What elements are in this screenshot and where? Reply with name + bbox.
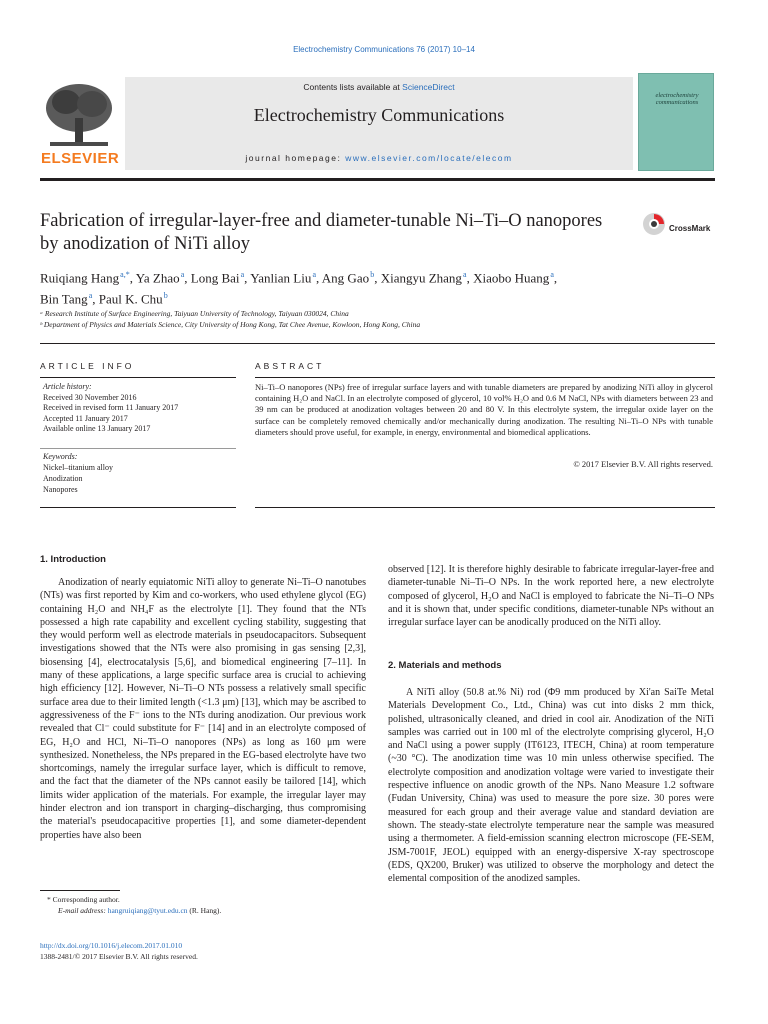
author-affil-sup[interactable]: a (463, 270, 467, 279)
author-affil-sup[interactable]: a (312, 270, 316, 279)
keyword-item: Nanopores (43, 485, 78, 494)
author-name[interactable]: Ya Zhao (135, 270, 180, 286)
keyword-item: Nickel–titanium alloy (43, 463, 113, 472)
crossmark-label[interactable]: CrossMark (669, 224, 711, 233)
running-head[interactable]: Electrochemistry Communications 76 (2017) 10–14 (293, 45, 475, 54)
author-name[interactable]: Xiaobo Huang (473, 270, 550, 286)
author-affil-sup[interactable]: b (163, 291, 168, 301)
footnote-rule (40, 890, 120, 891)
contents-line (125, 82, 633, 92)
keywords-label: Keywords: (43, 452, 78, 461)
article-info-heading: ARTICLE INFO (40, 361, 135, 371)
author-name[interactable]: Xiangyu Zhang (380, 270, 462, 286)
author-affil-sup[interactable]: a (240, 270, 245, 279)
affiliation-a: ᵃ Research Institute of Surface Engineering, Taiyuan University of Technology, Taiyuan 030024, China (40, 309, 349, 318)
author-affil-sup[interactable]: a (550, 270, 554, 279)
article-title: Fabrication of irregular-layer-free and diameter-tunable Ni–Ti–O nanopores by anodization of NiTi alloy (40, 211, 603, 254)
introduction-text (40, 576, 366, 842)
email-note (58, 906, 221, 915)
corresponding-author-note: * Corresponding author. (47, 895, 120, 904)
author-name[interactable]: Long Bai (190, 270, 240, 286)
abstract-copyright: © 2017 Elsevier B.V. All rights reserved. (573, 459, 713, 469)
article-info-rule (40, 377, 236, 378)
history-item: Received 30 November 2016 (43, 392, 137, 402)
author-name[interactable]: Ang Gao (321, 270, 370, 286)
abstract-text: Ni–Ti–O nanopores (NPs) free of irregular surface layers and with tunable diameters are prepared by anodizing NiTi alloy in glycerol containing H₂O and NaCl. In an electrolyte composed of glycerol, 10 vol% H₂O and 0.6 M NaCl, NPs with diameters between 23 and 39 nm can be produced at anodization voltages between 20 and 80 V. In this electrolyte system, the irregular oxide layer on the surface can be completely removed chemically and/or mechanically during anodization. The resulting Ni–Ti–O NPs with tunable diameters should prove useful, for example, in energy, environmental and biomedical applications. (255, 382, 713, 437)
doi-link[interactable]: http://dx.doi.org/10.1016/j.elecom.2017.01.010 (40, 941, 183, 950)
author-affil-sup[interactable]: a (180, 270, 185, 279)
history-item: Received in revised form 11 January 2017 (43, 403, 179, 412)
methods-paragraph: A NiTi alloy (50.8 at.% Ni) rod (Φ9 mm produced by Xi'an SaiTe Metal Materials Development Co., Ltd., China) was cut into disks 2 mm thick, polished, ultrasonically cleaned, and dried in cool air. Anodization of the NiTi samples was carried out in 100 ml of the electrolyte comprising glycerol, H₂O and NaCl using a power supply (IT6123, ITECH, China) at room temperature (~30 °C). The anodization time was 10 min unless otherwise specified. The electrolyte composition and anodization voltage were varied to investigate their respective influence on anodic growth of the NPs. Nano Measure 1.2 software (Fudan University, China) was used to measure the pore size. 30 pores were measured for each group and their average value and standard deviation are shown. The steady-state electrolyte temperature near the sample was measured using a thermometer. A field-emission scanning electron microscope (FE-SEM, JSM-7001F, JEOL) equipped with an energy-dispersive X-ray spectroscope (EDS, QX200, Bruker) was utilized to observe the morphology and detect the elemental composition of the anodized samples. (388, 687, 714, 885)
keywords-rule (40, 448, 236, 449)
cover-title: electrochemistry communications (655, 92, 699, 106)
journal-title: Electrochemistry Communications (253, 105, 505, 125)
history-label: Article history: (43, 382, 92, 391)
email-link[interactable]: hangruiqiang@tyut.edu.cn (107, 906, 188, 915)
homepage-prefix: journal homepage: (245, 153, 346, 163)
title-rule (40, 343, 715, 344)
author-list: Ruiqiang Hang $^{a,*}$, Ya Zhao $^a$, Long Bai $^a$, Yanlian Liu $^a$, Ang Gao $^b$, Xiangyu Zhang $^a$, Xiaobo Huang $^a$, Bin Tang $^a$, Paul K. Chu $^b$ (40, 270, 558, 307)
issn-line: 1388-2481/© 2017 Elsevier B.V. All rights reserved. (40, 952, 198, 961)
author-name[interactable]: Bin Tang (40, 291, 88, 307)
journal-cover-thumbnail[interactable] (638, 73, 714, 171)
author-affil-sup[interactable]: b (370, 270, 375, 279)
sciencedirect-link[interactable]: ScienceDirect (402, 82, 455, 92)
abstract-bottom-rule (255, 507, 715, 508)
introduction-continued-paragraph: observed [12]. It is therefore highly desirable to fabricate irregular-layer-free and diameter-tunable Ni–Ti–O NPs. In the work reported here, a new electrolyte composed of glycerol, H₂O and NaCl is employed to fabricate the Ni–Ti–O NPs and it is shown that, under specific conditions, diameter-tunable NPs without an irregular surface layer can be anodically produced on the NiTi alloy. (388, 564, 714, 629)
author-name[interactable]: Yanlian Liu (250, 270, 312, 286)
affiliation-b: ᵇ Department of Physics and Materials Science, City University of Hong Kong, Tat Chee Avenue, Kowloon, Hong Kong, China (40, 320, 421, 329)
author-name[interactable]: Paul K. Chu (98, 291, 163, 307)
abstract-heading: ABSTRACT (255, 361, 325, 371)
methods-heading: 2. Materials and methods (388, 660, 502, 671)
author-affil-sup[interactable]: a (88, 291, 93, 301)
email-label: E-mail address: (58, 906, 108, 915)
contents-prefix: Contents lists available at (303, 82, 403, 92)
introduction-heading: 1. Introduction (40, 554, 106, 565)
email-suffix: (R. Hang). (187, 906, 222, 915)
header-rule (40, 178, 715, 181)
history-item: Accepted 11 January 2017 (43, 413, 128, 423)
introduction-continued (388, 553, 714, 639)
methods-text (388, 686, 714, 885)
article-info-bottom-rule (40, 507, 236, 508)
history-item: Available online 13 January 2017 (43, 424, 151, 433)
crossmark-icon[interactable] (642, 212, 666, 236)
journal-homepage (125, 153, 633, 163)
abstract-rule (255, 377, 715, 378)
article-history (43, 382, 236, 435)
keywords (43, 451, 236, 495)
author-name[interactable]: Ruiqiang Hang (40, 270, 120, 286)
homepage-link[interactable]: www.elsevier.com/locate/elecom (345, 153, 513, 163)
keyword-item: Anodization (43, 474, 83, 483)
elsevier-wordmark: ELSEVIER (41, 150, 120, 167)
introduction-paragraph: Anodization of nearly equiatomic NiTi alloy to generate Ni–Ti–O nanotubes (NTs) was first reported by Kim and co-workers, who used ethylene glycol (EG) containing H₂O and NH₄F as the electrolyte [1]. They found that the NTs possessed a high rate capability and excellent cycling stability, suggesting that they would perform well as electrode materials in pseudocapacitors. Subsequent investigations showed that the NTs were also promising in gas sensing [2,3], biosensing [4], electrocatalysis [5,6], and biomedical engineering [7–11]. In many of these applications, a large specific surface area is crucial to achieving high efficiency [12]. However, Ni–Ti–O NTs possess a relatively small specific surface area due to their limited length (<1.3 μm) [13], which may be ascribed to aggressiveness of the F⁻ ions to the NTs during anodization. Our previous work revealed that Cl⁻ could substitute for F⁻ [14] and in an electrolyte composed of EG, H₂O and HCl, Ni–Ti–O nanopores (NPs) as long as 160 μm were synthesized. Nonetheless, the NPs prepared in the EG-based electrolyte have two shortcomings, namely the irregular surface layer, which is difficult to remove, and the fact that the diameter of the NPs cannot easily be tailored [14], which limits wider application of the materials. For example, the irregular layer may hinder electron and ion transport in charging–discharging, thus compromising the material's pseudocapacitive properties [1], and some diameter-dependent properties have also been (40, 577, 366, 841)
author-affil-sup[interactable]: a,* (120, 270, 130, 279)
